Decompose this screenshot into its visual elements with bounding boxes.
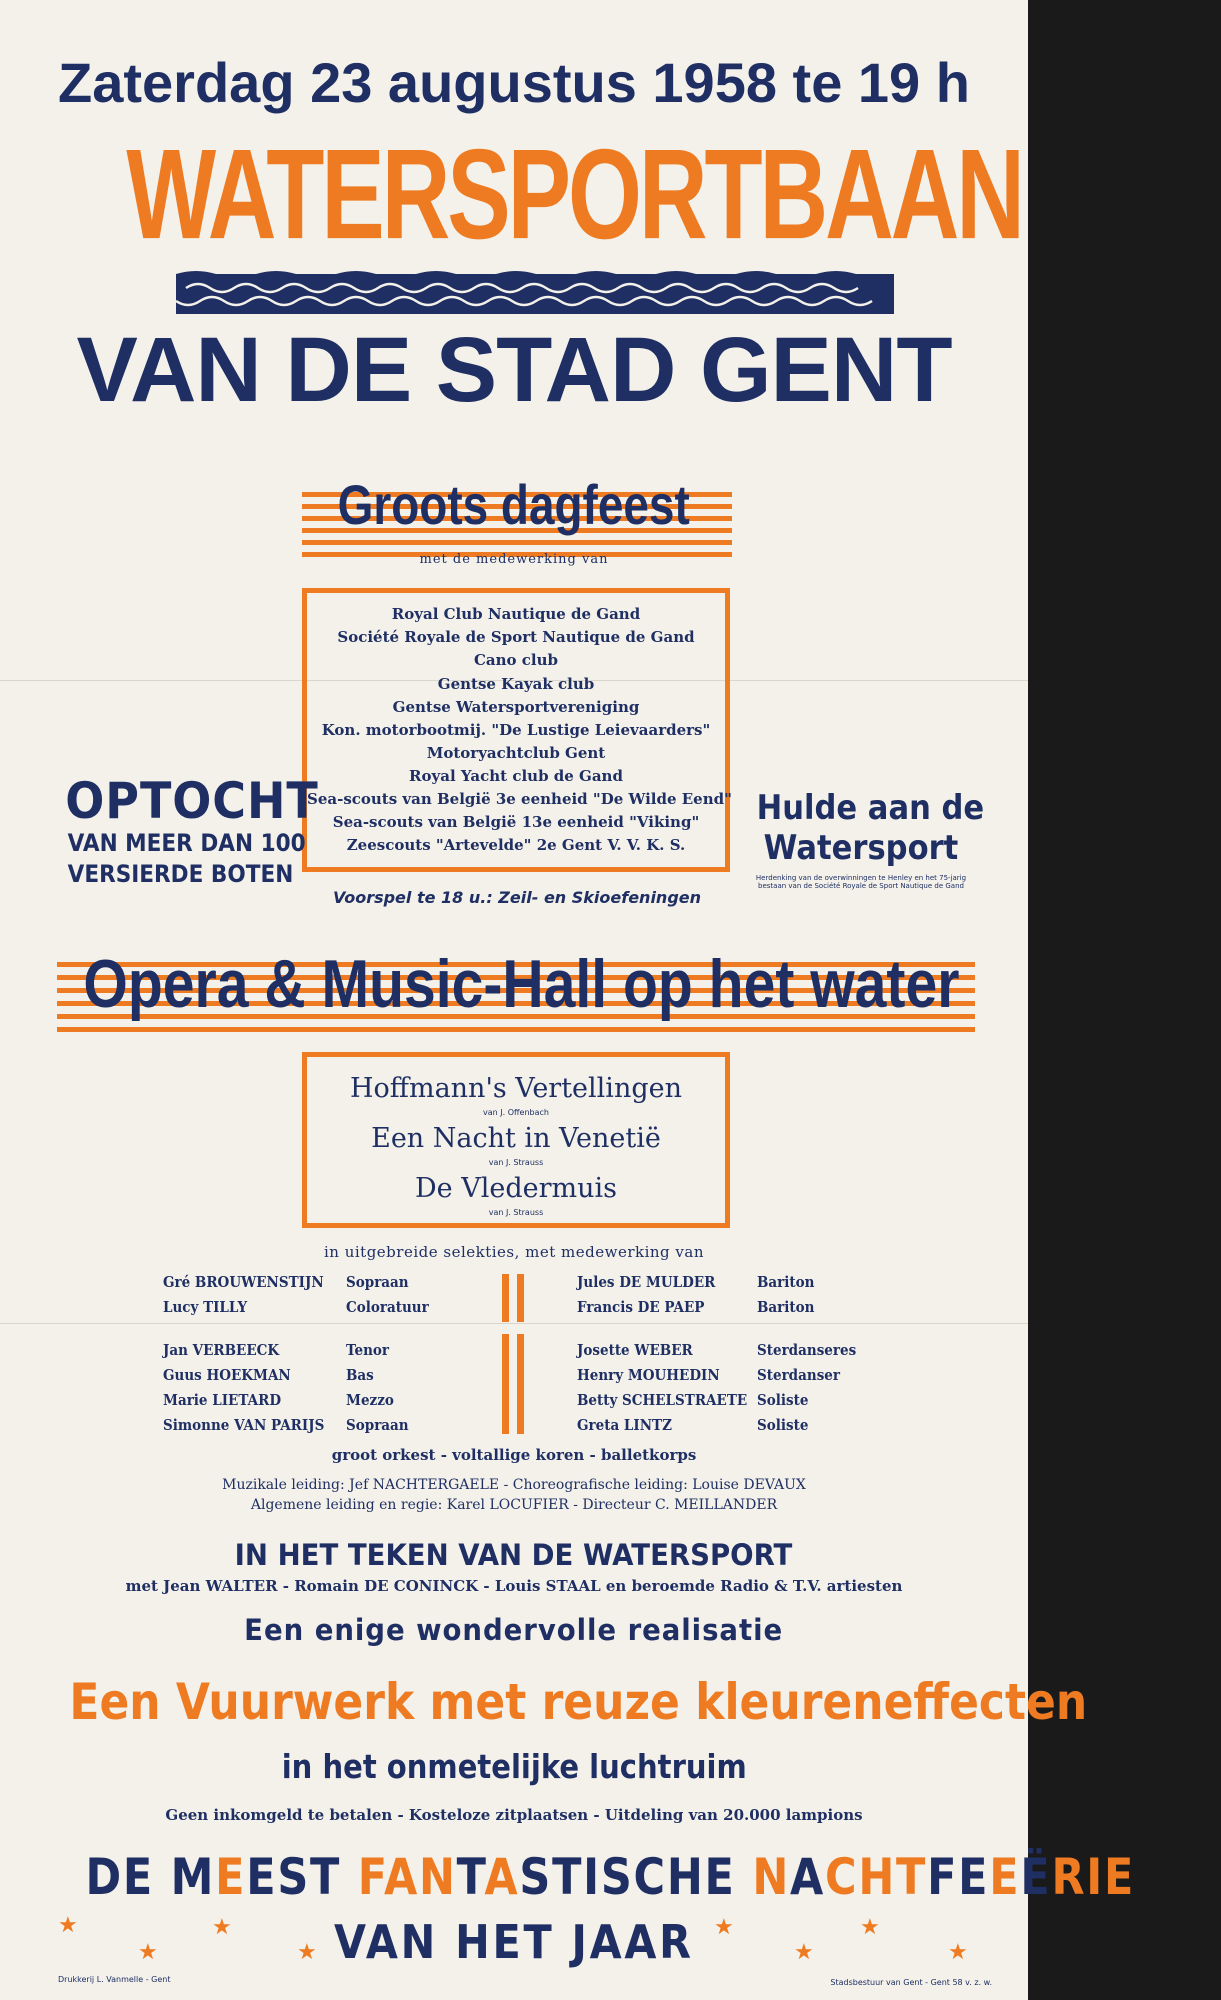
subtitle: VAN DE STAD GENT [76, 319, 952, 421]
club-item: Kon. motorbootmij. "De Lustige Leievaarders" [321, 721, 711, 739]
hulde-note1: Herdenking van de overwinningen te Henley en het 75-jarig [755, 873, 967, 882]
main-title: WATERSPORTBAAN [126, 122, 1022, 266]
cast-divider [500, 1334, 530, 1434]
vuurwerk-title-wrap [0, 1673, 1088, 1731]
club-item: Société Royale de Sport Nautique de Gand [337, 628, 695, 646]
works-box [302, 1052, 730, 1228]
finale-part: Ë [1020, 1848, 1052, 1906]
club-item: Motoryachtclub Gent [426, 744, 606, 762]
finale-part: STISCHE [519, 1848, 753, 1906]
credits-line2: Algemene leiding en regie: Karel LOCUFIER - Directeur C. MEILLANDER [250, 1497, 778, 1513]
club-item: Royal Club Nautique de Gand [391, 605, 641, 623]
teken-line: met Jean WALTER - Romain DE CONINCK - Louis STAAL en beroemde Radio & T.V. artiesten [125, 1577, 903, 1595]
prelude-line: Voorspel te 18 u.: Zeil- en Skioefeningen [332, 888, 702, 907]
publisher-credit: Stadsbestuur van Gent - Gent 58 v. z. w. [830, 1978, 992, 1987]
cast-role: Bariton [757, 1298, 815, 1316]
cast-role: Tenor [346, 1341, 390, 1359]
vuurwerk-subtitle: in het onmetelijke luchtruim [281, 1747, 747, 1786]
finale-part: T [456, 1848, 485, 1906]
date-line: Zaterdag 23 augustus 1958 te 19 h [58, 51, 970, 114]
club-item: Gentse Watersportvereniging [392, 698, 640, 716]
cast-name: Jan VERBEECK [163, 1341, 280, 1359]
star-icon: ★ [297, 1940, 317, 1965]
work-composer: van J. Offenbach [483, 1108, 549, 1117]
cast-name: Guus HOEKMAN [163, 1366, 291, 1384]
cast-name: Marie LIETARD [163, 1391, 282, 1409]
star-icon: ★ [794, 1940, 814, 1965]
hulde-line2: Watersport [763, 827, 959, 868]
main-title-wrap [0, 122, 1028, 290]
finale-line1 [0, 1848, 1136, 1906]
cast-role: Soliste [757, 1391, 809, 1409]
cast-role: Coloratuur [346, 1298, 429, 1316]
cast-name: Greta LINTZ [577, 1416, 672, 1434]
work-composer: van J. Strauss [488, 1158, 544, 1167]
finale-part: RIE [1051, 1848, 1136, 1906]
cast-role: Bariton [757, 1273, 815, 1291]
selection-intro: in uitgebreide selekties, met medewerking van [323, 1243, 705, 1261]
realisatie-line: Een enige wondervolle realisatie [244, 1613, 784, 1647]
work-title: De Vledermuis [415, 1173, 617, 1204]
realisatie-wrap [0, 1613, 1028, 1647]
star-icon: ★ [948, 1940, 968, 1965]
teken-title: IN HET TEKEN VAN DE WATERSPORT [235, 1538, 793, 1572]
finale-part: N [752, 1848, 791, 1906]
opera-title-wrap [0, 945, 1028, 1023]
star-icon: ★ [860, 1915, 880, 1940]
free-line: Geen inkomgeld te betalen - Kosteloze zitplaatsen - Uitdeling van 20.000 lampions [165, 1806, 863, 1824]
finale-part: FE [927, 1848, 990, 1906]
cast-name: Simonne VAN PARIJS [163, 1416, 325, 1434]
cast-role: Sterdanser [757, 1366, 840, 1384]
work-composer: van J. Strauss [488, 1208, 544, 1217]
cast-name: Francis DE PAEP [577, 1298, 705, 1316]
cast-role: Bas [346, 1366, 374, 1384]
cast-role: Sopraan [346, 1416, 409, 1434]
work-title: Hoffmann's Vertellingen [349, 1073, 682, 1104]
cast-name: Josette WEBER [577, 1341, 693, 1359]
finale-part: E [215, 1848, 247, 1906]
finale-line2: VAN HET JAAR [334, 1915, 694, 1969]
club-item: Sea-scouts van België 3e eenheid "De Wilde Eend" [307, 790, 732, 808]
cast-divider [500, 1274, 530, 1322]
cast-name: Gré BROUWENSTIJN [163, 1273, 324, 1291]
club-item: Sea-scouts van België 13e eenheid "Viking" [332, 813, 700, 831]
cast-name: Betty SCHELSTRAETE [577, 1391, 748, 1409]
star-icon: ★ [212, 1915, 232, 1940]
dagfeest-intro: met de medewerking van [419, 552, 609, 567]
subtitle-wrap [0, 320, 1028, 430]
hulde-line1: Hulde aan de [756, 788, 985, 828]
club-item: Cano club [473, 651, 559, 669]
fold-line [0, 1323, 1028, 1324]
clubs-box [302, 588, 730, 872]
dagfeest-title: Groots dagfeest [337, 473, 691, 536]
waves-decoration [176, 268, 894, 318]
printer-credit: Drukkerij L. Vanmelle - Gent [58, 1975, 171, 1984]
vuurwerk-title: Een Vuurwerk met reuze kleureneffecten [69, 1673, 1088, 1731]
finale-part: A [790, 1848, 826, 1906]
vuurwerk-subtitle-wrap [0, 1747, 1028, 1786]
optocht-title: OPTOCHT [65, 772, 319, 830]
optocht-line1: VAN MEER DAN 100 [67, 828, 306, 857]
work-title: Een Nacht in Venetië [371, 1123, 661, 1154]
opera-title: Opera & Music-Hall op het water [83, 946, 960, 1022]
cast-role: Sterdanseres [757, 1341, 857, 1359]
finale-part: CHT [825, 1848, 928, 1906]
club-item: Gentse Kayak club [437, 675, 595, 693]
club-item: Zeescouts "Artevelde" 2e Gent V. V. K. S. [346, 836, 686, 854]
optocht-block [56, 772, 319, 890]
cast-name: Lucy TILLY [163, 1298, 248, 1316]
star-icon: ★ [138, 1940, 158, 1965]
cast-name: Jules DE MULDER [577, 1273, 716, 1291]
star-icon: ★ [714, 1915, 734, 1940]
finale-part: A [484, 1848, 520, 1906]
club-item: Royal Yacht club de Gand [409, 767, 623, 785]
cast-role: Mezzo [346, 1391, 394, 1409]
dagfeest-title-wrap [0, 472, 1028, 537]
finale-part: E [989, 1848, 1021, 1906]
ensemble-line: groot orkest - voltallige koren - balletkorps [331, 1446, 697, 1464]
finale-part: M [170, 1848, 216, 1906]
finale-part: FAN [357, 1848, 457, 1906]
credits-line1: Muzikale leiding: Jef NACHTERGAELE - Choreografische leiding: Louise DEVAUX [222, 1477, 806, 1493]
hulde-note2: bestaan van de Société Royale de Sport Nautique de Gand [758, 881, 964, 890]
cast-role: Soliste [757, 1416, 809, 1434]
optocht-line2: VERSIERDE BOTEN [67, 859, 294, 888]
star-icon: ★ [58, 1913, 78, 1938]
finale-part: EST [246, 1848, 358, 1906]
cast-role: Sopraan [346, 1273, 409, 1291]
hulde-block [745, 788, 985, 890]
teken-title-wrap [0, 1538, 1028, 1572]
cast-name: Henry MOUHEDIN [577, 1366, 720, 1384]
finale-part: DE [85, 1848, 171, 1906]
finale-text [85, 1848, 1135, 1906]
